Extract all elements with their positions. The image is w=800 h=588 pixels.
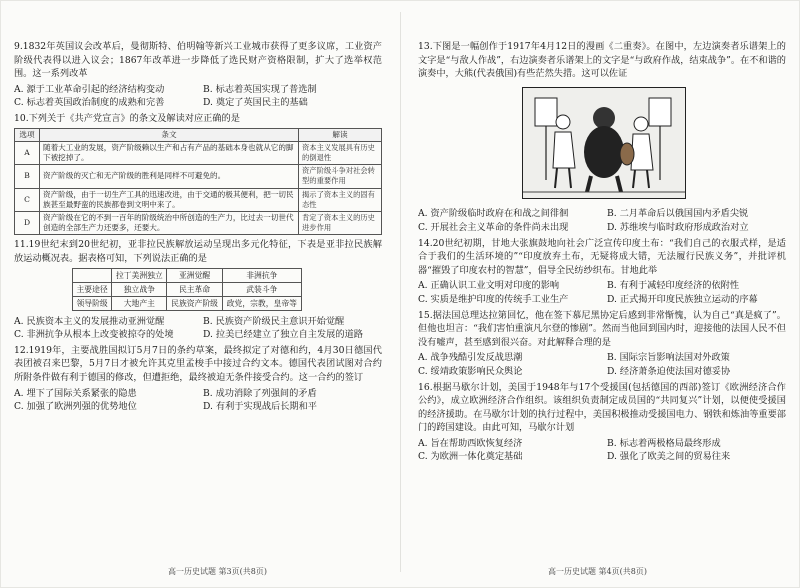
table-row: [73, 296, 302, 310]
q13-option-d: D. 苏维埃与临时政府形成政治对立: [607, 221, 749, 233]
q10-row-key: D: [15, 211, 40, 234]
q15-option-a: A. 战争残酷引发反战思潮: [418, 352, 523, 364]
q10-row-note: 资产阶级斗争对社会转型的重要作用: [299, 165, 382, 188]
q11-stem: 11.19世纪末到20世纪初，亚非拉民族解放运动呈现出多元化特征，下表是亚非拉民族解放运动概况表。据表格可知，下列说法正确的是: [14, 239, 382, 264]
q14-option-d: D. 正式揭开印度民族独立运动的序幕: [607, 293, 758, 305]
q11-header: [73, 268, 112, 282]
right-page: [418, 40, 786, 540]
q11-cell: 领导阶级: [73, 296, 112, 310]
q11-table: [72, 268, 302, 311]
q15-stem: 15.据法国总理达拉第回忆，他在签下慕尼黑协定后感到非常惭愧，认为自己“真是疯了”。但他也坦言：“我们害怕重演凡尔登的惨剧”。然而当他回到国内时，迎接他的法国人民不但没有嘘声，甚至感到很兴奋。对此解释合理的是: [418, 309, 786, 348]
q11-option-b: B. 民族资产阶级民主意识开始觉醒: [203, 315, 345, 327]
q14-option-b: B. 有利于减轻印度经济的依附性: [607, 280, 740, 292]
q16-stem: 16.根据马歇尔计划，美国于1948年与17个受援国(包括德国的西部)签订《欧洲经济合作公约》，成立欧洲经济合作组织。该组织负责制定成员国的“共同复兴”计划，以便使受援国的经济援助。在马歇尔计划的执行过程中，美国积极推动受援国电力、钢铁和炼油等重要部门的跨国建设。由此可知，马歇尔计划: [418, 381, 786, 434]
q9-option-d: D. 奠定了英国民主的基础: [203, 97, 308, 109]
duet-cartoon-image: [522, 87, 686, 199]
table-row: [73, 282, 302, 296]
page-divider: [400, 12, 401, 572]
q10-row-key: A: [15, 141, 40, 164]
q10-row-text: 资产阶级的灭亡和无产阶级的胜利是同样不可避免的。: [40, 165, 299, 188]
q16-option-a: A. 旨在帮助西欧恢复经济: [418, 437, 523, 449]
left-page-footer: 高一历史试题 第3页(共8页): [168, 567, 267, 576]
q10-table: [14, 128, 382, 236]
q10-row-text: 随着大工业的发展，资产阶级赖以生产和占有产品的基础本身也就从它的脚下被挖掉了。: [40, 141, 299, 164]
q10-stem: 10.下列关于《共产党宣言》的条文及解读对应正确的是: [14, 112, 240, 124]
q10-row-note: 资本主义发展具有历史的倒退性: [299, 141, 382, 164]
q10-header-note: 解读: [299, 128, 382, 141]
q16-option-d: D. 强化了欧美之间的贸易往来: [607, 451, 731, 463]
q13-option-b: B. 二月革命后以俄国国内矛盾尖锐: [607, 208, 749, 220]
q11-header: 拉丁美洲独立: [112, 268, 167, 282]
q11-cell: 大地产主: [112, 296, 167, 310]
q9-option-b: B. 标志着英国实现了普选制: [203, 83, 317, 95]
q13-option-a: A. 资产阶级临时政府在和战之间徘徊: [418, 208, 569, 220]
q12-options: [14, 387, 382, 414]
q14-option-c: C. 实质是维护印度的传统手工业生产: [418, 293, 569, 305]
q15-option-c: C. 绥靖政策影响民众舆论: [418, 365, 523, 377]
q15-option-d: D. 经济萧条迫使法国对德妥协: [607, 365, 731, 377]
q12-option-c: C. 加强了欧洲列强的优势地位: [14, 401, 137, 413]
q12-option-d: D. 有利于实现战后长期和平: [203, 401, 317, 413]
q11-header: 亚洲觉醒: [167, 268, 222, 282]
table-row: [15, 165, 382, 188]
q10-row-note: 揭示了资本主义的固有态性: [299, 188, 382, 211]
q14-options: [418, 279, 786, 306]
q10-row-text: 资产阶级在它的不到一百年的阶级统治中所创造的生产力，比过去一切世代创造的全部生产力还要多，还要大。: [40, 211, 299, 234]
q9-stem: 9.1832年英国议会改革后，曼彻斯特、伯明翰等新兴工业城市获得了更多议席，工业资产阶级代表得以进入议会；1867年改革进一步降低了选民财产资格限制，扩大了选举权范围。这一系列改革: [14, 41, 382, 80]
q13-options: [418, 207, 786, 234]
q11-option-c: C. 非洲抗争从根本上改变被掠夺的处境: [14, 329, 174, 341]
q11-cell: 民族资产阶级: [167, 296, 222, 310]
q14-stem: 14.20世纪初期，甘地大张旗鼓地向社会广泛宣传印度土布：“我们自己的衣服式样，是适合于我们的生活环境的”“印度放弃土布，无疑将成大错，无法履行民族义务”，并批评机器“摧毁了印度农村的智慧”，倡导全民纺纱织布。甘地此举: [418, 237, 786, 276]
q11-option-a: A. 民族资本主义的发展推动亚洲觉醒: [14, 315, 165, 327]
q9-option-a: A. 源于工业革命引起的经济结构变动: [14, 83, 165, 95]
left-page: [14, 40, 382, 560]
q15-option-b: B. 国际宗旨影响法国对外政策: [607, 352, 730, 364]
q11-cell: 政党，宗教，皇帝等: [222, 296, 301, 310]
q10-row-key: C: [15, 188, 40, 211]
q16-option-b: B. 标志着两极格局最终形成: [607, 437, 721, 449]
table-row: [15, 141, 382, 164]
right-page-footer: 高一历史试题 第4页(共8页): [548, 567, 647, 576]
q11-header: 非洲抗争: [222, 268, 301, 282]
q11-cell: 武装斗争: [222, 282, 301, 296]
q10-row-note: 肯定了资本主义的历史进步作用: [299, 211, 382, 234]
q12-stem: 12.1919年，主要战胜国拟订5月7日的条约草案，最终拟定了对德和约，4月30日德国代表团被召来巴黎，5月7日才被允许其克里孟梭手中接过合约文本。德国代表团试图对合约所附条件做有利于德国的修改，但遭拒绝，最终被迫无条件接受合约。这一合约的签订: [14, 344, 382, 383]
table-row: [15, 188, 382, 211]
q10-row-key: B: [15, 165, 40, 188]
q10-header-option: 选项: [15, 128, 40, 141]
table-row: [15, 211, 382, 234]
q9-option-c: C. 标志着英国政治制度的成熟和完善: [14, 97, 165, 109]
q9-options: [14, 83, 382, 110]
q14-option-a: A. 正确认识工业文明对印度的影响: [418, 280, 560, 292]
q16-option-c: C. 为欧洲一体化奠定基础: [418, 451, 523, 463]
q12-option-a: A. 埋下了国际关系紧张的隐患: [14, 387, 137, 399]
q11-option-d: D. 拉美已经建立了独立自主发展的道路: [203, 329, 363, 341]
q15-options: [418, 351, 786, 378]
q12-option-b: B. 成功消除了列强间的矛盾: [203, 387, 317, 399]
q11-cell: 民主革命: [167, 282, 222, 296]
q13-stem: 13.下图是一幅创作于1917年4月12日的漫画《二重奏》。在图中，左边演奏者乐谱架上的文字是“与敌人作战”，右边演奏者乐谱架上的文字是“与政府作战，结束战争”。在不和谐的演奏中，大熊(代表俄国)有些茫然失措。这可以佐证: [418, 41, 786, 80]
q16-options: [418, 437, 786, 464]
q11-options: [14, 315, 382, 342]
q13-option-c: C. 开展社会主义革命的条件尚未出现: [418, 221, 569, 233]
q11-cell: 独立战争: [112, 282, 167, 296]
q10-header-text: 条文: [40, 128, 299, 141]
q10-row-text: 资产阶级，由于一切生产工具的迅速改进，由于交通的极其便利，把一切民族甚至最野蛮的民族都卷到文明中来了。: [40, 188, 299, 211]
q11-cell: 主要途径: [73, 282, 112, 296]
